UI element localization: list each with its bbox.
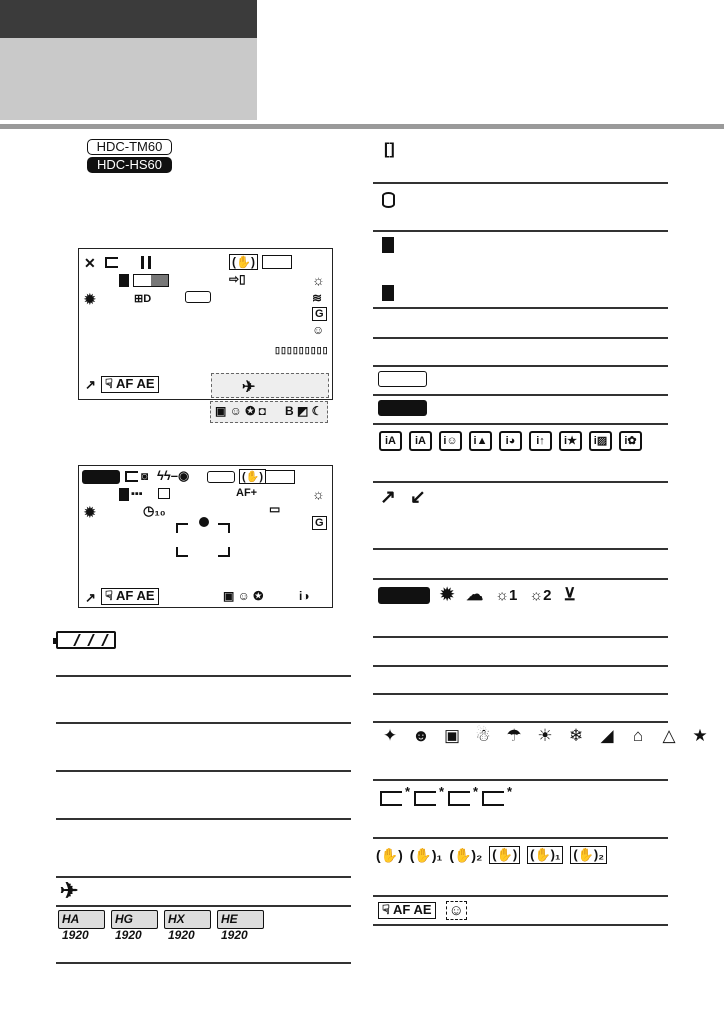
arrow-icons-row xyxy=(380,486,426,509)
ois-icons-row xyxy=(376,846,614,864)
header-rule xyxy=(0,124,724,129)
ois-box-icon-c: (✋)₂ xyxy=(570,846,607,864)
wb-indoor2-icon: ☼2 xyxy=(529,586,552,604)
white-balance-icon: ☼ xyxy=(312,272,325,288)
left-divider-7 xyxy=(56,962,351,964)
white-pill-icon xyxy=(378,371,427,387)
right-divider-4 xyxy=(373,337,668,339)
self-timer-icon: ◷₁₀ xyxy=(143,503,166,518)
battery-large-icon xyxy=(56,631,116,654)
frame-icon-a xyxy=(380,791,402,806)
wb-indoor1-icon: ☼1 xyxy=(495,586,518,604)
arrow-icon-2: ↗ xyxy=(85,590,96,605)
intelligent-auto-icons xyxy=(379,431,649,451)
af-frame-bl xyxy=(176,547,188,557)
scene-icon-5: ☂ xyxy=(506,726,522,745)
ia-icon-4: i▲ xyxy=(469,431,492,451)
right-divider-15 xyxy=(373,779,668,781)
ois-icon-a: (✋) xyxy=(376,846,403,863)
screen-still-picture xyxy=(78,465,333,608)
ia-icon-7: i★ xyxy=(559,431,582,451)
afae-row xyxy=(378,901,467,920)
ois-icon-2: (✋) xyxy=(239,469,266,484)
arrow-icon: ↗ xyxy=(85,377,96,392)
screen-motion-picture xyxy=(78,248,333,400)
airplane-large-icon: ✈ xyxy=(60,878,79,903)
screen1-icon-strip xyxy=(210,401,328,423)
mode-black-pill xyxy=(82,470,120,484)
ois-box-icon-a: (✋) xyxy=(489,846,520,864)
right-divider-14 xyxy=(373,721,668,723)
flash-icon: ϟϟ–◉ xyxy=(157,468,190,483)
right-divider-12 xyxy=(373,665,668,667)
scene-icon-6: ☀ xyxy=(537,726,553,745)
strip-icons-right: ◩ ☾ xyxy=(297,404,323,418)
focus-dot xyxy=(199,517,209,527)
af-plus-icon: AF+ xyxy=(236,487,258,499)
card-icon xyxy=(119,274,129,287)
af-frame-tl xyxy=(176,523,188,533)
ia-icon-3: i☺ xyxy=(439,431,462,451)
left-divider-2 xyxy=(56,722,351,724)
left-divider-4 xyxy=(56,818,351,820)
wb-manual-icon: ⊻ xyxy=(563,585,576,604)
hd-badge-hx: HX 1920 xyxy=(164,910,211,929)
wb-black-pill xyxy=(378,587,430,604)
af-ae-icon-2: ☟ AF AE xyxy=(101,588,159,605)
gear-icon: ✹ xyxy=(84,291,96,307)
white-balance-icons xyxy=(378,585,576,605)
scene-icon-10: △ xyxy=(662,726,676,745)
arrow-down-left-icon: ↙ xyxy=(409,487,426,508)
g-icon-2: G xyxy=(312,516,327,530)
camera-icon: ◙ xyxy=(141,469,149,483)
scene-mode-icons xyxy=(379,726,711,746)
left-divider-6 xyxy=(56,905,351,907)
scene-icon-9: ⌂ xyxy=(632,726,644,745)
ia-icon-9: i✿ xyxy=(619,431,642,451)
burst-icon: ▭ xyxy=(269,502,281,516)
face-detect-icon: ☺ xyxy=(312,323,325,337)
ia-icon-2: iA xyxy=(409,431,432,451)
ois-icon-b: (✋)₁ xyxy=(409,846,443,863)
scene-off-icon: ✕ xyxy=(84,255,96,271)
battery-icon xyxy=(262,255,292,269)
b-icon: B xyxy=(285,404,294,418)
mode-toggle-icon xyxy=(133,274,169,287)
card-icon-2 xyxy=(119,488,129,501)
af-frame-br xyxy=(218,547,230,557)
airplane-icon: ✈ xyxy=(242,379,256,396)
header-grey-block xyxy=(0,38,257,120)
hdd-icon xyxy=(382,192,395,208)
ois-box-icon-b: (✋)₁ xyxy=(527,846,563,864)
g-icon: G xyxy=(312,307,327,321)
scene-icon-4: ☃ xyxy=(475,726,491,745)
sd-card-icon-2 xyxy=(382,285,394,301)
ia-icon-5: i◕ xyxy=(499,431,522,451)
scene-icon-3: ▣ xyxy=(443,726,461,745)
right-divider-6 xyxy=(373,394,668,396)
right-divider-17 xyxy=(373,895,668,897)
resolution-icon: ▪▪▪ xyxy=(131,488,143,500)
frame-icon-b xyxy=(414,791,436,806)
white-balance-icon-2: ☼ xyxy=(312,486,325,502)
strip-icons-2: ▣ ☺ ✪ xyxy=(223,589,264,603)
scene-icon-2: ☻ xyxy=(412,726,430,745)
backlight-icon: ⊞D xyxy=(134,293,152,305)
scene-icon-11: ★ xyxy=(692,726,708,745)
right-divider-18 xyxy=(373,924,668,926)
right-divider-11 xyxy=(373,636,668,638)
ia-icon-6: i↑ xyxy=(529,431,552,451)
airplane-zone xyxy=(211,373,329,398)
strip-icons-left: ▣ ☺ ✪ ◘ xyxy=(215,404,266,418)
frame-icons-row xyxy=(380,791,516,806)
af-ae-icon-3: ☟ AF AE xyxy=(378,902,436,919)
right-divider-8 xyxy=(373,481,668,483)
header-dark-block xyxy=(0,0,257,38)
bracket-icon: [] xyxy=(384,141,395,158)
right-divider-1 xyxy=(373,182,668,184)
battery-icon-2 xyxy=(265,470,295,484)
sd-card-icon xyxy=(382,237,394,253)
hd-badge-ha: HA 1920 xyxy=(58,910,105,929)
right-divider-10 xyxy=(373,578,668,580)
media-arrow-icon: ⇨▯ xyxy=(229,272,246,286)
wb-cloud-icon: ☁ xyxy=(466,585,484,604)
frame-icon xyxy=(105,257,118,268)
frame-icon-d xyxy=(482,791,504,806)
face-track-icon: ☺ xyxy=(446,901,467,920)
ois-icon: (✋) xyxy=(229,254,258,270)
right-divider-9 xyxy=(373,548,668,550)
aspect-icon xyxy=(158,488,170,499)
blank-pill-icon xyxy=(185,291,211,303)
counter-dots: ▯▯▯▯▯▯▯▯▯ xyxy=(275,345,329,355)
right-divider-16 xyxy=(373,837,668,839)
right-divider-13 xyxy=(373,693,668,695)
scene-icon-1: ✦ xyxy=(382,726,398,745)
hd-badge-row xyxy=(58,910,270,942)
pause-icon xyxy=(141,256,151,269)
ia-mode-icon: i◑ xyxy=(299,589,310,603)
hd-badge-he: HE 1920 xyxy=(217,910,264,929)
arrow-up-right-icon: ↗ xyxy=(380,487,396,508)
wind-icon: ≋ xyxy=(312,291,323,305)
right-divider-2 xyxy=(373,230,668,232)
right-divider-5 xyxy=(373,365,668,367)
black-pill-icon xyxy=(378,400,427,416)
scene-icon-8: ◢ xyxy=(600,726,614,745)
left-divider-3 xyxy=(56,770,351,772)
blank-pill-icon-2 xyxy=(207,471,235,483)
right-divider-3 xyxy=(373,307,668,309)
gear-icon-2: ✹ xyxy=(84,504,96,520)
left-divider-5 xyxy=(56,876,351,878)
scene-icon-7: ❄ xyxy=(568,726,584,745)
af-ae-icon: ☟ AF AE xyxy=(101,376,159,393)
frame-icon-2 xyxy=(125,471,138,482)
right-divider-7 xyxy=(373,423,668,425)
hd-badge-hg: HG 1920 xyxy=(111,910,158,929)
model-badge-tm60: HDC-TM60 xyxy=(87,139,172,155)
ia-icon-1: iA xyxy=(379,431,402,451)
model-badge-hs60: HDC-HS60 xyxy=(87,157,172,173)
wb-sun-icon: ✹ xyxy=(440,585,455,604)
frame-icon-c xyxy=(448,791,470,806)
af-frame-tr xyxy=(218,523,230,533)
ia-icon-8: i▨ xyxy=(589,431,612,451)
left-divider-1 xyxy=(56,675,351,677)
ois-icon-c: (✋)₂ xyxy=(449,846,483,863)
